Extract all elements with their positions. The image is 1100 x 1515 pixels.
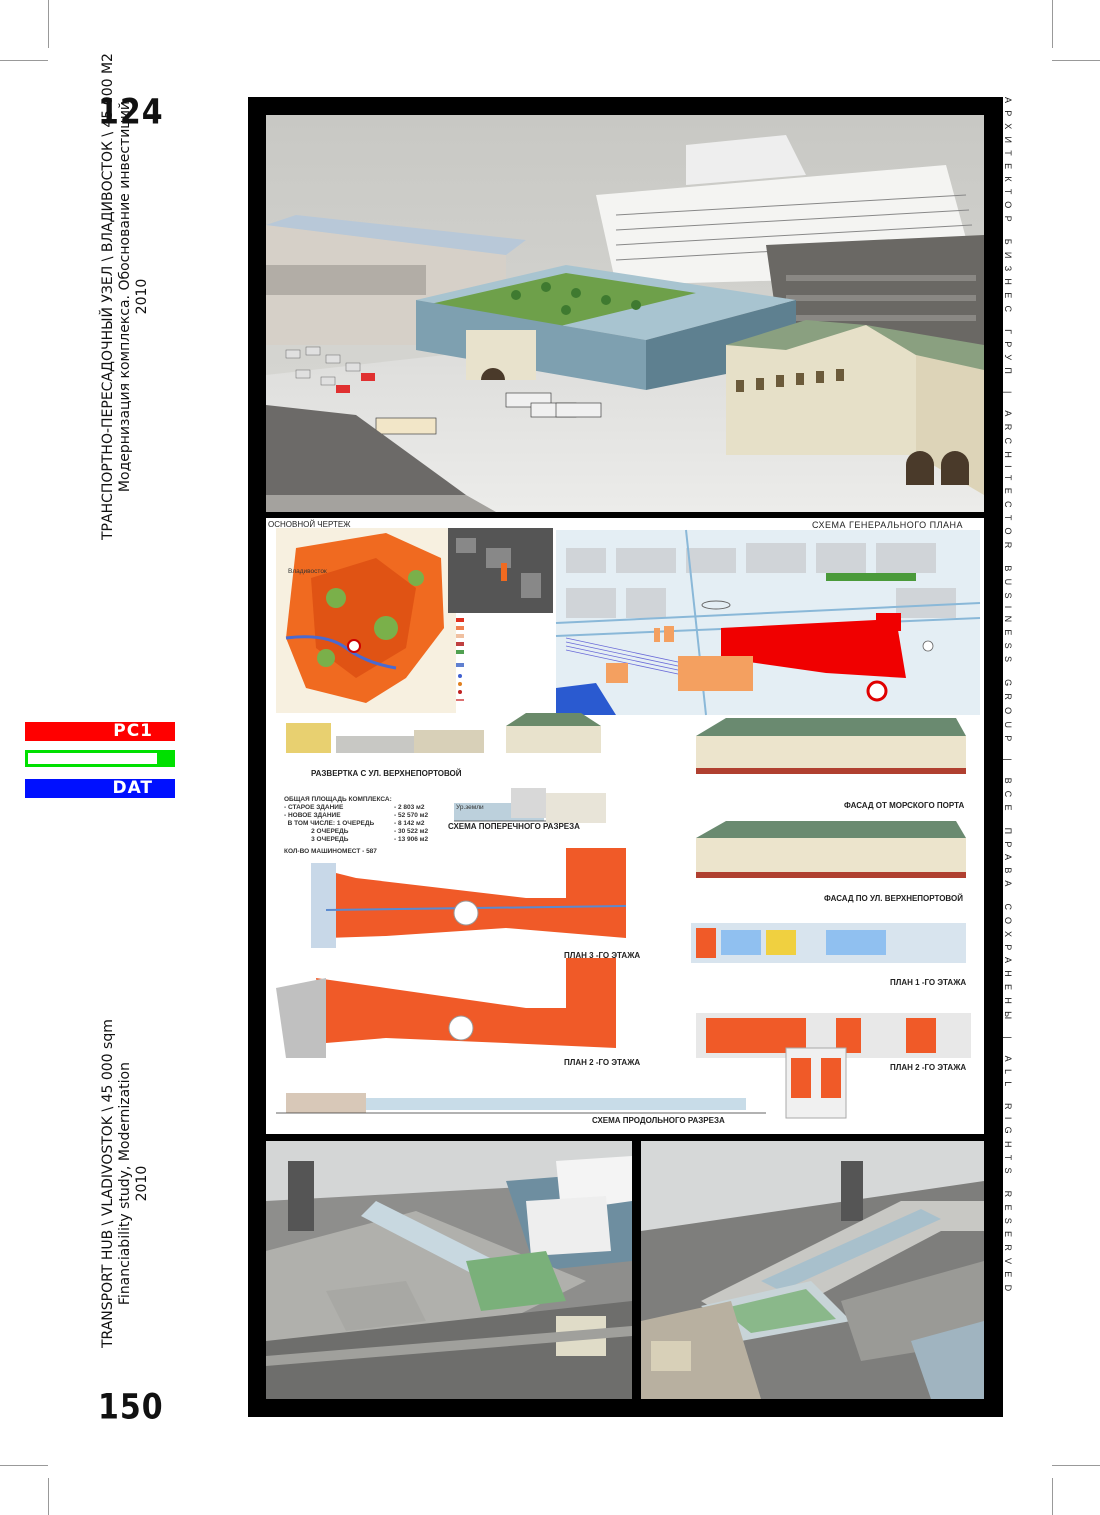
area-summary-labels: ОБЩАЯ ПЛОЩАДЬ КОМПЛЕКСА: - СТАРОЕ ЗДАНИЕ - НОВОЕ ЗДАНИЕ В ТОМ ЧИСЛЕ: 1 ОЧЕРЕДЬ 2 ОЧЕРЕДЬ 3 ОЧЕРЕДЬ (284, 796, 392, 843)
crop-mark (0, 1465, 48, 1466)
label-plan-1: ПЛАН 1 -ГО ЭТАЖА (890, 978, 967, 987)
caption-russian (100, 53, 151, 540)
caption-en-line1: TRANSPORT HUB \ VLADIVOSTOK \ 45 000 sqm (100, 1019, 116, 1348)
page-number-top: 124 (98, 92, 164, 133)
crop-mark (1052, 1478, 1053, 1515)
crop-mark (48, 0, 49, 48)
render-top (266, 115, 984, 512)
drawing-sheet (266, 518, 984, 1134)
label-street-sweep: РАЗВЕРТКА С УЛ. ВЕРХНЕПОРТОВОЙ (311, 769, 462, 778)
label-long-section: СХЕМА ПРОДОЛЬНОГО РАЗРЕЗА (592, 1116, 725, 1125)
crop-mark (1052, 60, 1100, 61)
logo-bottom-text: DAT (112, 778, 153, 798)
label-main-drawing: ОСНОВНОЙ ЧЕРТЕЖ (268, 520, 351, 529)
crop-mark (1052, 1465, 1100, 1466)
render-top-image (266, 115, 984, 512)
logo-green-bar (25, 750, 175, 767)
label-cross-section: СХЕМА ПОПЕРЕЧНОГО РАЗРЕЗА (448, 822, 580, 831)
render-bottom-right (641, 1141, 984, 1399)
side-copyright-strip (1003, 97, 1023, 1417)
render-bottom-left (266, 1141, 632, 1399)
label-facade-street: ФАСАД ПО УЛ. ВЕРХНЕПОРТОВОЙ (824, 894, 963, 903)
caption-en-line2: Financiability study, Modernization (117, 1062, 133, 1306)
render-bottom-right-image (641, 1141, 984, 1399)
crop-mark (48, 1478, 49, 1515)
logo-blue-bar (25, 779, 175, 798)
crop-mark (0, 60, 48, 61)
page-number-bottom: 150 (98, 1387, 164, 1428)
caption-english (100, 1019, 151, 1348)
caption-en-line3: 2010 (134, 1165, 150, 1202)
label-ground-level: Ур.земли (456, 804, 484, 811)
label-facade-port: ФАСАД ОТ МОРСКОГО ПОРТА (844, 801, 965, 810)
logo-red-bar (25, 722, 175, 741)
caption-ru-line2: Модернизация комплекса. Обоснование инвестиций (117, 100, 133, 493)
label-plan-3: ПЛАН 3 -ГО ЭТАЖА (564, 951, 641, 960)
caption-ru-line1: ТРАНСПОРТНО-ПЕРЕСАДОЧНЫЙ УЗЕЛ \ ВЛАДИВОСТОК \ 45 000 М2 (100, 53, 116, 540)
area-summary-values: - 2 803 м2 - 52 570 м2 - 8 142 м2 - 30 522 м2 - 13 906 м2 (394, 804, 429, 843)
label-parking: КОЛ-ВО МАШИНОМЕСТ - 587 (284, 848, 377, 855)
label-master-plan: СХЕМА ГЕНЕРАЛЬНОГО ПЛАНА (812, 520, 964, 530)
label-plan-2-left: ПЛАН 2 -ГО ЭТАЖА (564, 1058, 641, 1067)
render-bottom-left-image (266, 1141, 632, 1399)
label-plan-2-right: ПЛАН 2 -ГО ЭТАЖА (890, 1063, 967, 1072)
side-copyright-text: АРХИТЕКТОР БИЗНЕС ГРУП | ARCHITECTOR BUSINESS GROUP | ВСЕ ПРАВА СОХРАНЕНЫ | ALL RIGHTS RESERVED (1003, 97, 1013, 1299)
caption-ru-line3: 2010 (134, 278, 150, 315)
logo-top-text: PC1 (113, 721, 153, 741)
crop-mark (1052, 0, 1053, 48)
label-city: Владивосток (288, 568, 327, 575)
